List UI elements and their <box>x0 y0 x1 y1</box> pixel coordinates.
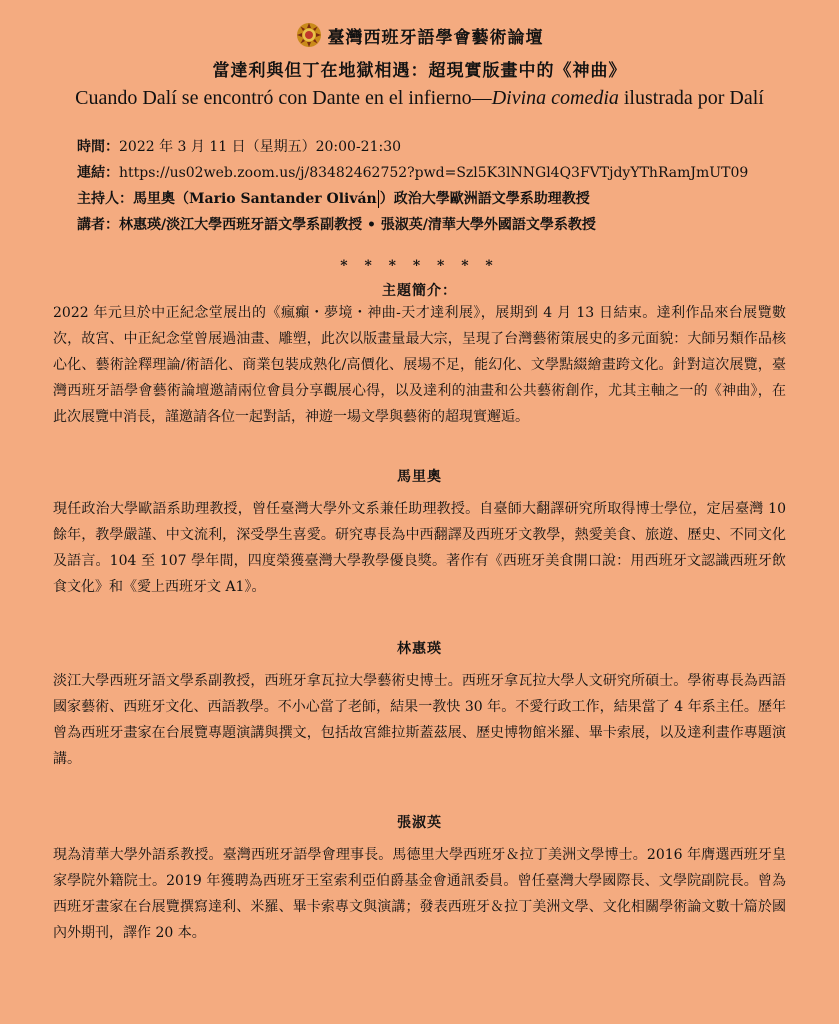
section-title: 張淑英 <box>397 815 442 831</box>
title-spanish-pre: Cuando Dalí se encontró con Dante en el infierno— <box>75 87 492 109</box>
section-title: 林惠瑛 <box>397 641 442 657</box>
link-label: 連結： <box>77 165 119 181</box>
section-lin <box>0 638 839 772</box>
section-body: 2022 年元旦於中正紀念堂展出的《瘋癲・夢境・神曲-天才達利展》，展期到 4 月 13 日結束。達利作品來台展覽數次，故宮、中正紀念堂曾展過油畫、雕塑，此次以版畫量最大宗，呈現了台灣藝術策展史的多元面貌：大師另類作品核心化、藝術詮釋理論/術語化、商業包裝成熟化/高價化、展場不足，能幻化、文學點綴繪畫跨文化。針對這次展覽，臺灣西班牙語學會藝術論壇邀請兩位會員分享觀展心得，以及達利的油畫和公共藝術創作，尤其主軸之一的《神曲》，在此次展覽中消長，謹邀請各位一起對話，神遊一場文學與藝術的超現實邂逅。 <box>53 305 786 425</box>
org-title: 臺灣西班牙語學會藝術論壇 <box>327 27 544 48</box>
section-body: 淡江大學西班牙語文學系副教授，西班牙拿瓦拉大學藝術史博士。西班牙拿瓦拉大學人文研究所碩士。學術專長為西語國家藝術、西班牙文化、西語教學。不小心當了老師，結果一教快 30 年。不愛行政工作，結果當了 4 年系主任。歷年曾為西班牙畫家在台展覽專題演講與撰文，包括故宮維拉斯蓋茲展、歷史博物館米羅、畢卡索展，以及達利畫作專題演講。 <box>53 673 786 767</box>
org-line <box>0 22 839 48</box>
host-label: 主持人： <box>77 191 133 207</box>
header <box>0 22 839 110</box>
section-chang <box>0 812 839 946</box>
section-mario <box>0 466 839 600</box>
text-cursor <box>378 190 379 208</box>
section-body: 現為清華大學外語系教授。臺灣西班牙語學會理事長。馬德里大學西班牙＆拉丁美洲文學博士。2016 年膺選西班牙皇家學院外籍院士。2019 年獲聘為西班牙王室索利亞伯爵基金會通訊委員。曾任臺灣大學國際長、文學院副院長。曾為西班牙畫家在台展覽撰寫達利、米羅、畢卡索專文與演講；發表西班牙＆拉丁美洲文學、文化相關學術論文數十篇於國內外期刊，譯作 20 本。 <box>53 847 786 941</box>
title-spanish-italic: Divina comedia <box>491 87 619 109</box>
title-spanish <box>0 87 839 110</box>
association-logo-icon <box>296 22 322 48</box>
host-row <box>77 186 839 212</box>
section-title: 主題簡介： <box>382 283 457 299</box>
speakers-row <box>77 212 839 238</box>
time-label: 時間： <box>77 139 119 155</box>
time-row <box>77 134 839 160</box>
speakers-label: 講者： <box>77 217 119 233</box>
section-title: 馬里奧 <box>397 469 442 485</box>
time-value: 2022 年 3 月 11 日（星期五）20:00-21:30 <box>119 139 402 155</box>
host-title: ）政治大學歐洲語文學系助理教授 <box>379 191 590 207</box>
section-intro <box>0 280 839 430</box>
zoom-link[interactable]: https://us02web.zoom.us/j/83482462752?pwd=Szl5K3lNNGl4Q3FVTjdyYThRamJmUT09 <box>119 165 749 181</box>
speakers-value: 林惠瑛/淡江大學西班牙語文學系副教授 • 張淑英/清華大學外國語文學系教授 <box>119 217 596 233</box>
title-chinese: 當達利與但丁在地獄相遇：超現實版畫中的《神曲》 <box>212 61 627 81</box>
link-row <box>77 160 839 186</box>
section-body: 現任政治大學歐語系助理教授，曾任臺灣大學外文系兼任助理教授。自臺師大翻譯研究所取得博士學位，定居臺灣 10 餘年，教學嚴謹、中文流利，深受學生喜愛。研究專長為中西翻譯及西班牙文教學，熱愛美食、旅遊、歷史、不同文化及語言。104 至 107 學年間，四度榮獲臺灣大學教學優良獎。著作有《西班牙美食開口說：用西班牙文認識西班牙飲食文化》和《愛上西班牙文 A1》。 <box>53 501 786 595</box>
title-spanish-post: ilustrada por Dalí <box>618 87 764 109</box>
divider-stars: * * * * * * * <box>340 258 499 274</box>
event-details <box>77 134 839 238</box>
host-name: 馬里奧（Mario Santander Oliván <box>133 191 377 207</box>
